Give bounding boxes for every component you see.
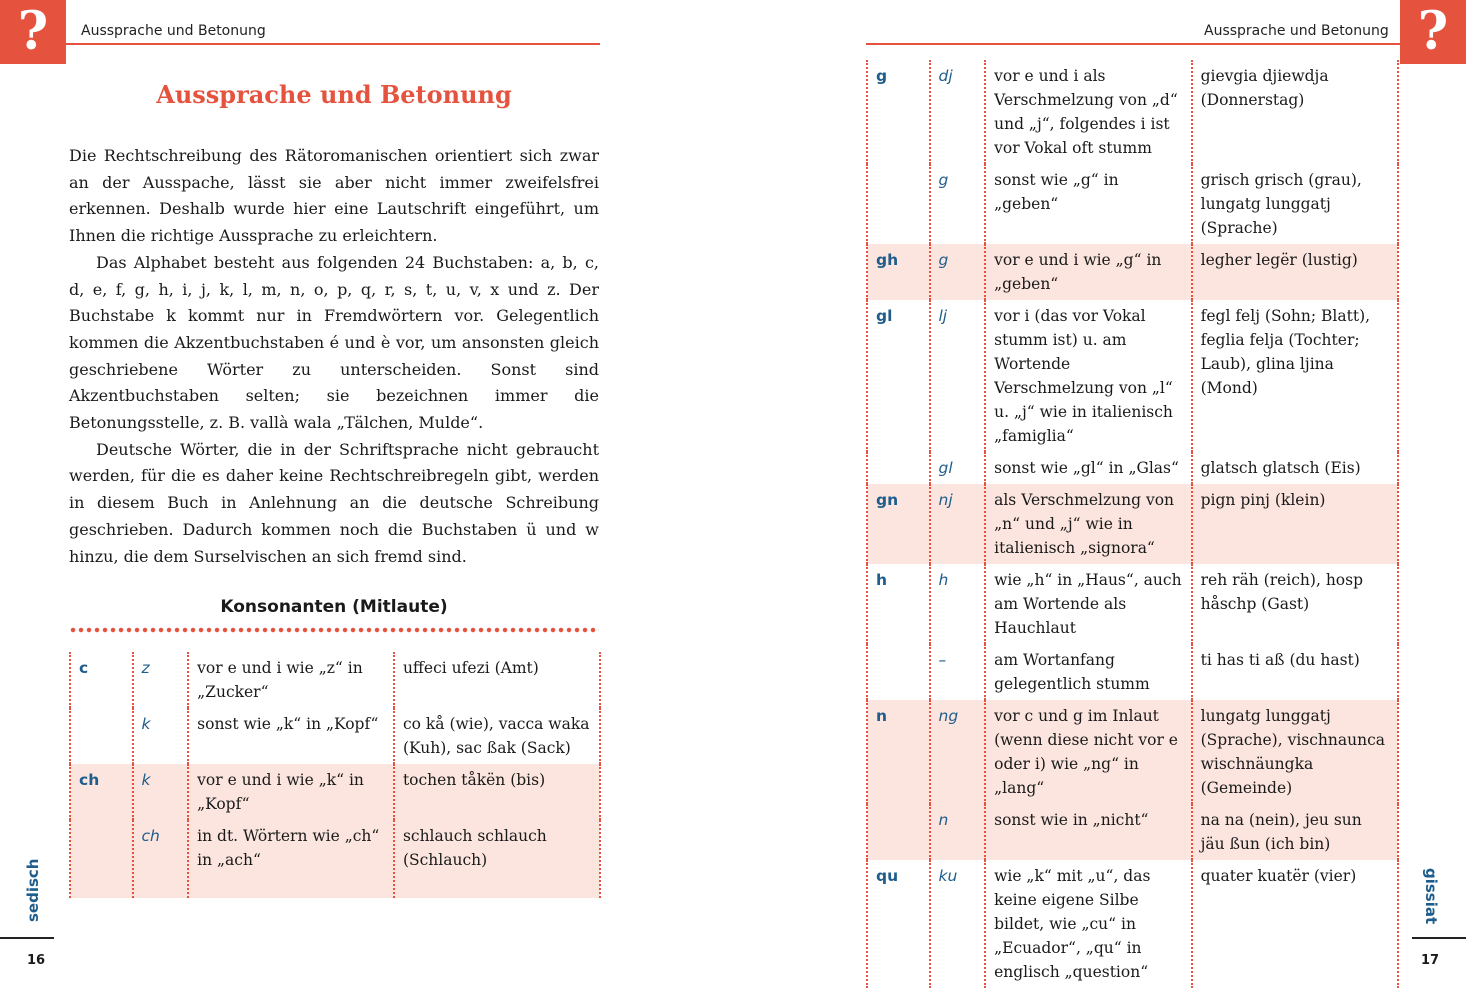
table-row: [867, 60, 1398, 164]
rule-cell: als Verschmelzung von „n“ und „j“ wie in italienisch „signora“: [985, 484, 1192, 564]
example-cell: reh räh (reich), hosp håschp (Gast): [1192, 564, 1398, 644]
rule-cell: vor e und i wie „z“ in „Zucker“: [188, 652, 394, 708]
side-tab-left: sedisch: [24, 858, 42, 922]
rule-cell: wie „k“ mit „u“, das keine eigene Silbe bildet, wie „cu“ in „Ecuador“, „qu“ in englisch „question“: [985, 860, 1192, 988]
sound-cell: lj: [930, 300, 986, 452]
table-row: [867, 164, 1398, 244]
table-row: [70, 708, 600, 764]
rule-cell: sonst wie „gl“ in „Glas“: [985, 452, 1192, 484]
paragraph-2: Das Alphabet besteht aus folgenden 24 Buchstaben: a, b, c, d, e, f, g, h, i, j, k, l, m, n, o, p, q, r, s, t, u, v, x und z. Der Buchstabe k kommt nur in Fremdwörtern vor. Gelegentlich kommen die Akzentbuchstaben é und è vor, um ansonsten gleich geschriebene Wörter zu unterscheiden. Sonst sind Akzentbuchstaben selten; sie bezeichnen immer die Betonungsstelle, z. B. vallà wala „Tälchen, Mulde“.: [69, 252, 599, 433]
table-row: [867, 700, 1398, 804]
letter-cell: [867, 452, 930, 484]
letter-cell: gl: [867, 300, 930, 452]
paragraph-1: Die Rechtschreibung des Rätoromanischen orientiert sich zwar an der Ausspache, lässt sie aber nicht immer zweifelsfrei erkennen. Deshalb wurde hier eine Lautschrift eingeführt, um Ihnen die richtige Aussprache zu erleichtern.: [69, 146, 599, 246]
rule-cell: sonst wie in „nicht“: [985, 804, 1192, 860]
sound-cell: gl: [930, 452, 986, 484]
example-cell: fegl felj (Sohn; Blatt), feglia felja (Tochter; Laub), glina ljina (Mond): [1192, 300, 1398, 452]
consonant-table-right: [866, 60, 1399, 988]
letter-cell: c: [70, 652, 133, 708]
example-cell: co kå (wie), vacca waka (Kuh), sac ßak (Sack): [394, 708, 600, 764]
sound-cell: k: [133, 764, 189, 820]
rule-cell: in dt. Wörtern wie „ch“ in „ach“: [188, 820, 394, 898]
rule-cell: vor e und i wie „k“ in „Kopf“: [188, 764, 394, 820]
table-row: [867, 804, 1398, 860]
table-row: [867, 244, 1398, 300]
example-cell: uffeci ufezi (Amt): [394, 652, 600, 708]
sound-cell: –: [930, 644, 986, 700]
example-cell: tochen tåkën (bis): [394, 764, 600, 820]
rule-cell: am Wortanfang gelegentlich stumm: [985, 644, 1192, 700]
footer-rule-left: [0, 937, 54, 939]
table-row: [867, 860, 1398, 988]
sound-cell: n: [930, 804, 986, 860]
rule-cell: wie „h“ in „Haus“, auch am Wortende als Hauchlaut: [985, 564, 1192, 644]
letter-cell: [867, 804, 930, 860]
sound-cell: ch: [133, 820, 189, 898]
example-cell: schlauch schlauch (Schlauch): [394, 820, 600, 898]
sound-cell: h: [930, 564, 986, 644]
table-row: [867, 300, 1398, 452]
letter-cell: [70, 820, 133, 898]
table-row: [867, 452, 1398, 484]
example-cell: pign pinj (klein): [1192, 484, 1398, 564]
footer-rule-right: [1412, 937, 1466, 939]
rule-cell: vor c und g im Inlaut (wenn diese nicht vor e oder i) wie „ng“ in „lang“: [985, 700, 1192, 804]
rule-cell: vor e und i wie „g“ in „geben“: [985, 244, 1192, 300]
sound-cell: g: [930, 164, 986, 244]
example-cell: ti has ti aß (du hast): [1192, 644, 1398, 700]
table-row: [70, 764, 600, 820]
letter-cell: gh: [867, 244, 930, 300]
letter-cell: gn: [867, 484, 930, 564]
letter-cell: g: [867, 60, 930, 164]
sound-cell: ku: [930, 860, 986, 988]
letter-cell: [867, 644, 930, 700]
table-row: [70, 820, 600, 898]
rule-cell: vor i (das vor Vokal stumm ist) u. am Wortende Verschmelzung von „l“ u. „j“ wie in italienisch „famiglia“: [985, 300, 1192, 452]
sound-cell: g: [930, 244, 986, 300]
letter-cell: [70, 708, 133, 764]
sound-cell: nj: [930, 484, 986, 564]
letter-cell: [867, 164, 930, 244]
example-cell: grisch grisch (grau), lungatg lunggatj (Sprache): [1192, 164, 1398, 244]
example-cell: glatsch glatsch (Eis): [1192, 452, 1398, 484]
section-title: Konsonanten (Mitlaute): [220, 597, 448, 617]
rule-cell: vor e und i als Verschmelzung von „d“ und „j“, folgendes i ist vor Vokal oft stumm: [985, 60, 1192, 164]
example-cell: lungatg lunggatj (Sprache), vischnaunca wischnäungka (Gemeinde): [1192, 700, 1398, 804]
example-cell: gievgia djiewdja (Donnerstag): [1192, 60, 1398, 164]
sound-cell: dj: [930, 60, 986, 164]
sound-cell: ng: [930, 700, 986, 804]
intro-text: [69, 143, 599, 570]
running-header-left: Aussprache und Betonung: [81, 23, 266, 39]
letter-cell: ch: [70, 764, 133, 820]
side-tab-right: gissiat: [1422, 868, 1440, 925]
example-cell: na na (nein), jeu sun jäu ßun (ich bin): [1192, 804, 1398, 860]
rule-cell: sonst wie „g“ in „geben“: [985, 164, 1192, 244]
paragraph-3: Deutsche Wörter, die in der Schriftsprache nicht gebraucht werden, für die es daher keine Rechtschreibregeln gibt, werden in diesem Buch in Anlehnung an die deutsche Schreibung geschrieben. Dadurch kommen noch die Buchstaben ü und w hinzu, die dem Surselvischen an sich fremd sind.: [69, 439, 599, 566]
running-header-right: Aussprache und Betonung: [1204, 23, 1389, 39]
page-number-left: 16: [27, 953, 46, 968]
letter-cell: n: [867, 700, 930, 804]
sound-cell: z: [133, 652, 189, 708]
header-rule-left: [66, 43, 600, 45]
rule-cell: sonst wie „k“ in „Kopf“: [188, 708, 394, 764]
table-row: [867, 564, 1398, 644]
page-number-right: 17: [1421, 953, 1440, 968]
dotted-divider: [69, 626, 599, 634]
header-rule-right: [866, 43, 1400, 45]
example-cell: legher legër (lustig): [1192, 244, 1398, 300]
sound-cell: k: [133, 708, 189, 764]
consonant-table-left: [69, 652, 601, 898]
table-row: [867, 484, 1398, 564]
page-title: Aussprache und Betonung: [156, 80, 512, 109]
table-row: [70, 652, 600, 708]
example-cell: quater kuatër (vier): [1192, 860, 1398, 988]
letter-cell: h: [867, 564, 930, 644]
question-mark-icon: ?: [0, 0, 66, 64]
question-mark-icon: ?: [1400, 0, 1466, 64]
letter-cell: qu: [867, 860, 930, 988]
table-row: [867, 644, 1398, 700]
